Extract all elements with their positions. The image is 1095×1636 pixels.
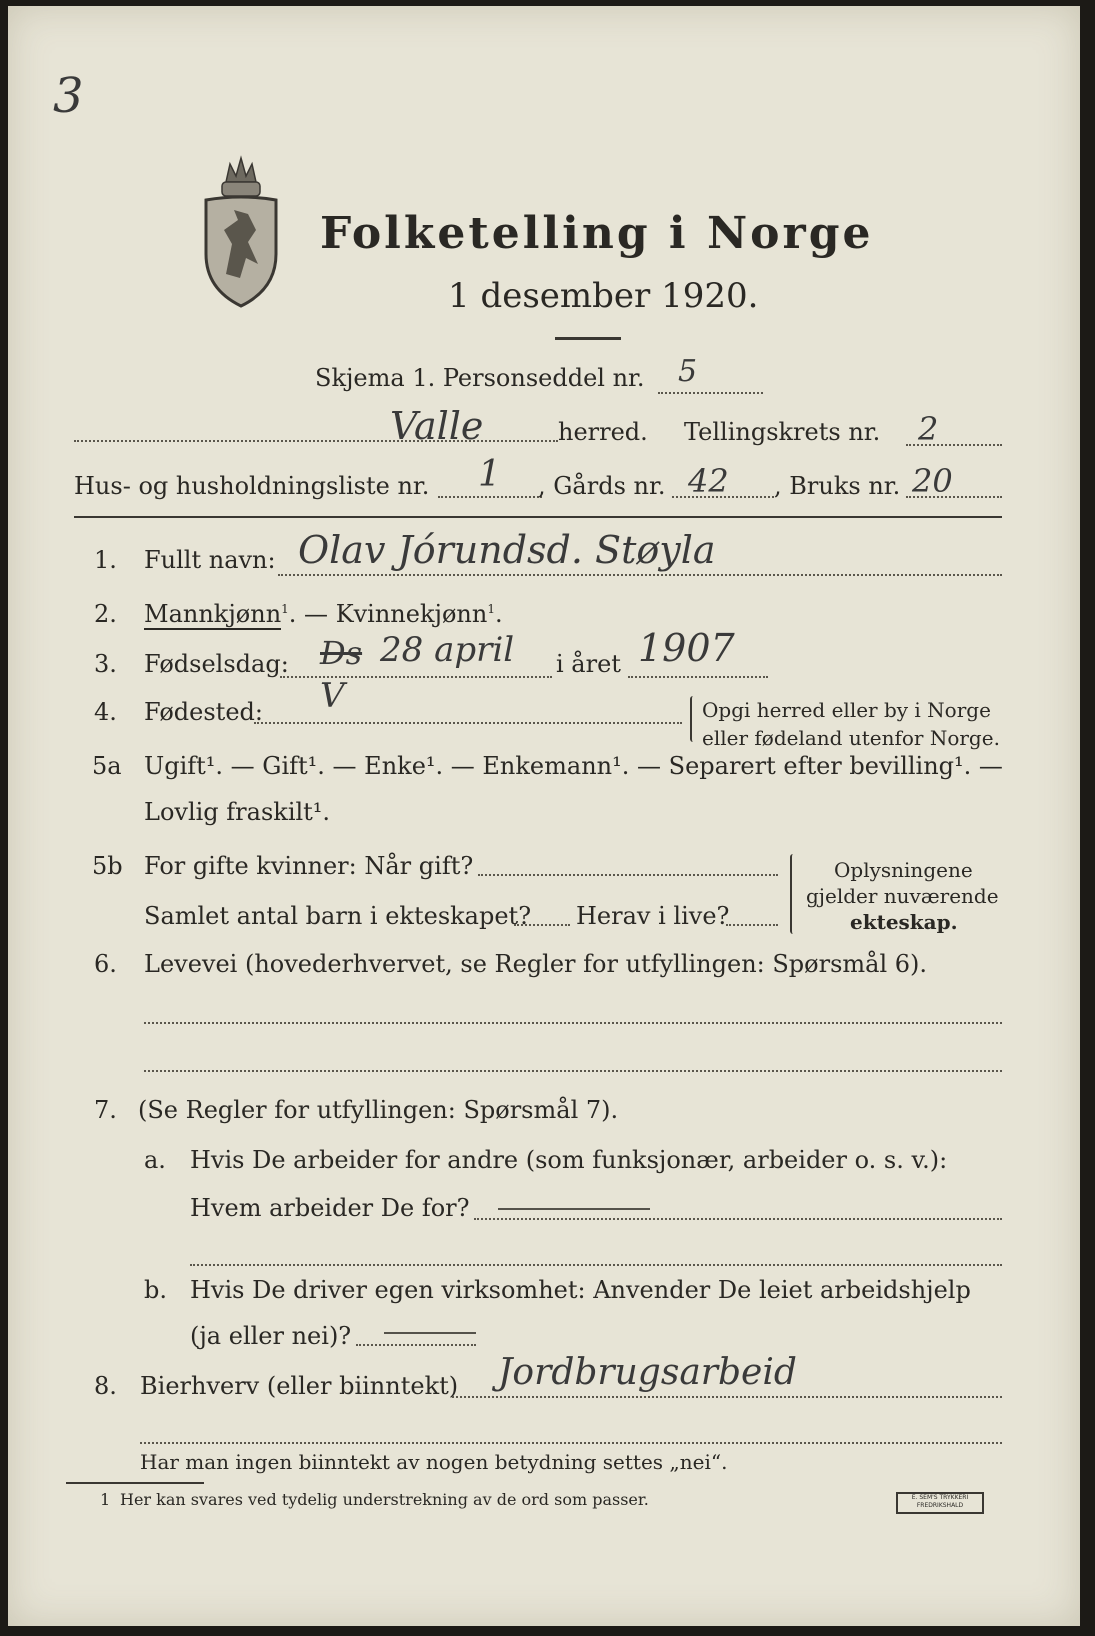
q1-line <box>278 574 1002 576</box>
husliste-line <box>438 496 542 498</box>
bruks-label: , Bruks nr. <box>774 472 901 500</box>
q7b-blank <box>356 1344 476 1346</box>
footnote-mark: 1 <box>100 1490 111 1509</box>
gards-value: 42 <box>688 462 729 500</box>
personseddel-value: 5 <box>678 354 698 389</box>
form-title: Folketelling i Norge <box>320 208 874 259</box>
q8-line <box>452 1396 1002 1398</box>
q5b-note2: gjelder nuværende <box>806 884 999 908</box>
coat-of-arms-icon <box>198 154 284 314</box>
q4-line <box>254 722 682 724</box>
q6-number: 6. <box>94 950 117 978</box>
q1-label: Fullt navn: <box>144 546 276 574</box>
footnote-text: Her kan svares ved tydelig understrekning av de ord som passer. <box>120 1490 649 1509</box>
q4-label: Fødested: <box>144 698 263 726</box>
q3-struck-value: Ds <box>320 634 363 672</box>
q8-note: Har man ingen biinntekt av nogen betydning settes „nei“. <box>140 1450 728 1474</box>
q7b-number: b. <box>144 1276 167 1304</box>
q3-label: Fødselsdag: <box>144 650 289 678</box>
q7a-line1: Hvis De arbeider for andre (som funksjonær, arbeider o. s. v.): <box>190 1146 948 1174</box>
q7-label: (Se Regler for utfyllingen: Spørsmål 7). <box>138 1096 619 1124</box>
tellingskrets-label: Tellingskrets nr. <box>684 418 881 446</box>
q5b-note3: ekteskap. <box>850 910 958 934</box>
q5b-line1: For gifte kvinner: Når gift? <box>144 852 474 880</box>
herred-line <box>74 440 558 442</box>
q8-label: Bierhverv (eller biinntekt) <box>140 1372 459 1400</box>
q5b-line2b: Herav i live? <box>576 902 730 930</box>
q8-line2 <box>140 1442 1002 1444</box>
husliste-label: Hus- og husholdningsliste nr. <box>74 472 430 500</box>
q6-line2 <box>144 1070 1002 1072</box>
census-form <box>8 6 1080 1626</box>
q8-number: 8. <box>94 1372 117 1400</box>
q5b-line2: Samlet antal barn i ekteskapet? <box>144 902 532 930</box>
q5b-number: 5b <box>92 852 123 880</box>
q7a-dash <box>498 1208 650 1210</box>
bruks-value: 20 <box>912 462 953 500</box>
printer-stamp: E. SEM'S TRYKKERI FREDRIKSHALD <box>896 1492 984 1514</box>
q4-value: V <box>320 676 345 716</box>
q8-value: Jordbrugsarbeid <box>498 1352 797 1393</box>
q2-separator: . — <box>288 600 336 628</box>
q4-bracket <box>690 696 696 742</box>
q4-note-line1: Opgi herred eller by i Norge <box>702 698 991 722</box>
herred-value: Valle <box>390 404 484 448</box>
q7a-line2: Hvem arbeider De for? <box>190 1194 470 1222</box>
q1-number: 1. <box>94 546 117 574</box>
q2-male-option: Mannkjønn <box>144 600 282 628</box>
q1-value: Olav Jórundsd. Støyla <box>298 528 716 572</box>
q3-year-line <box>628 676 768 678</box>
form-date: 1 desember 1920. <box>448 276 759 316</box>
q6-line1 <box>144 1022 1002 1024</box>
footnote-rule <box>66 1482 204 1484</box>
q5b-line1-blank <box>478 874 778 876</box>
header-rule <box>74 516 1002 518</box>
q4-note-line2: eller fødeland utenfor Norge. <box>702 726 1000 750</box>
q7a-blank <box>474 1218 1002 1220</box>
q7a-line3 <box>190 1264 1002 1266</box>
q3-value: 28 april <box>380 630 515 670</box>
q5a-number: 5a <box>92 752 122 780</box>
q6-label: Levevei (hovederhvervet, se Regler for utfyllingen: Spørsmål 6). <box>144 950 928 978</box>
q5b-line2-blank <box>514 924 570 926</box>
q4-number: 4. <box>94 698 117 726</box>
q2-options: Mannkjønn$^1$. — Kvinnekjønn$^1$. <box>144 600 503 628</box>
q7b-dash <box>384 1332 476 1334</box>
title-divider <box>555 337 621 340</box>
q3-year-value: 1907 <box>638 626 735 670</box>
corner-number: 3 <box>53 68 84 124</box>
q7b-line1: Hvis De driver egen virksomhet: Anvender De leiet arbeidshjelp <box>190 1276 971 1304</box>
gards-label: , Gårds nr. <box>538 472 666 500</box>
personseddel-line <box>658 392 763 394</box>
q7b-line2: (ja eller nei)? <box>190 1322 352 1350</box>
q5b-note1: Oplysningene <box>834 858 973 882</box>
q2-number: 2. <box>94 600 117 628</box>
husliste-value: 1 <box>478 454 501 495</box>
q5b-line2b-blank <box>726 924 778 926</box>
q5a-line2: Lovlig fraskilt¹. <box>144 798 331 826</box>
tellingskrets-value: 2 <box>918 410 939 448</box>
q5b-bracket <box>790 854 796 934</box>
schema-label: Skjema 1. Personseddel nr. <box>315 364 645 392</box>
q7a-number: a. <box>144 1146 166 1174</box>
q7-number: 7. <box>94 1096 117 1124</box>
q3-number: 3. <box>94 650 117 678</box>
herred-label: herred. <box>558 418 648 446</box>
q2-end: . <box>494 600 503 628</box>
q3-year-label: i året <box>556 650 621 678</box>
q2-female-option: Kvinnekjønn <box>335 600 488 628</box>
q5a-line1: Ugift¹. — Gift¹. — Enke¹. — Enkemann¹. — Separert efter bevilling¹. — <box>144 752 1003 780</box>
